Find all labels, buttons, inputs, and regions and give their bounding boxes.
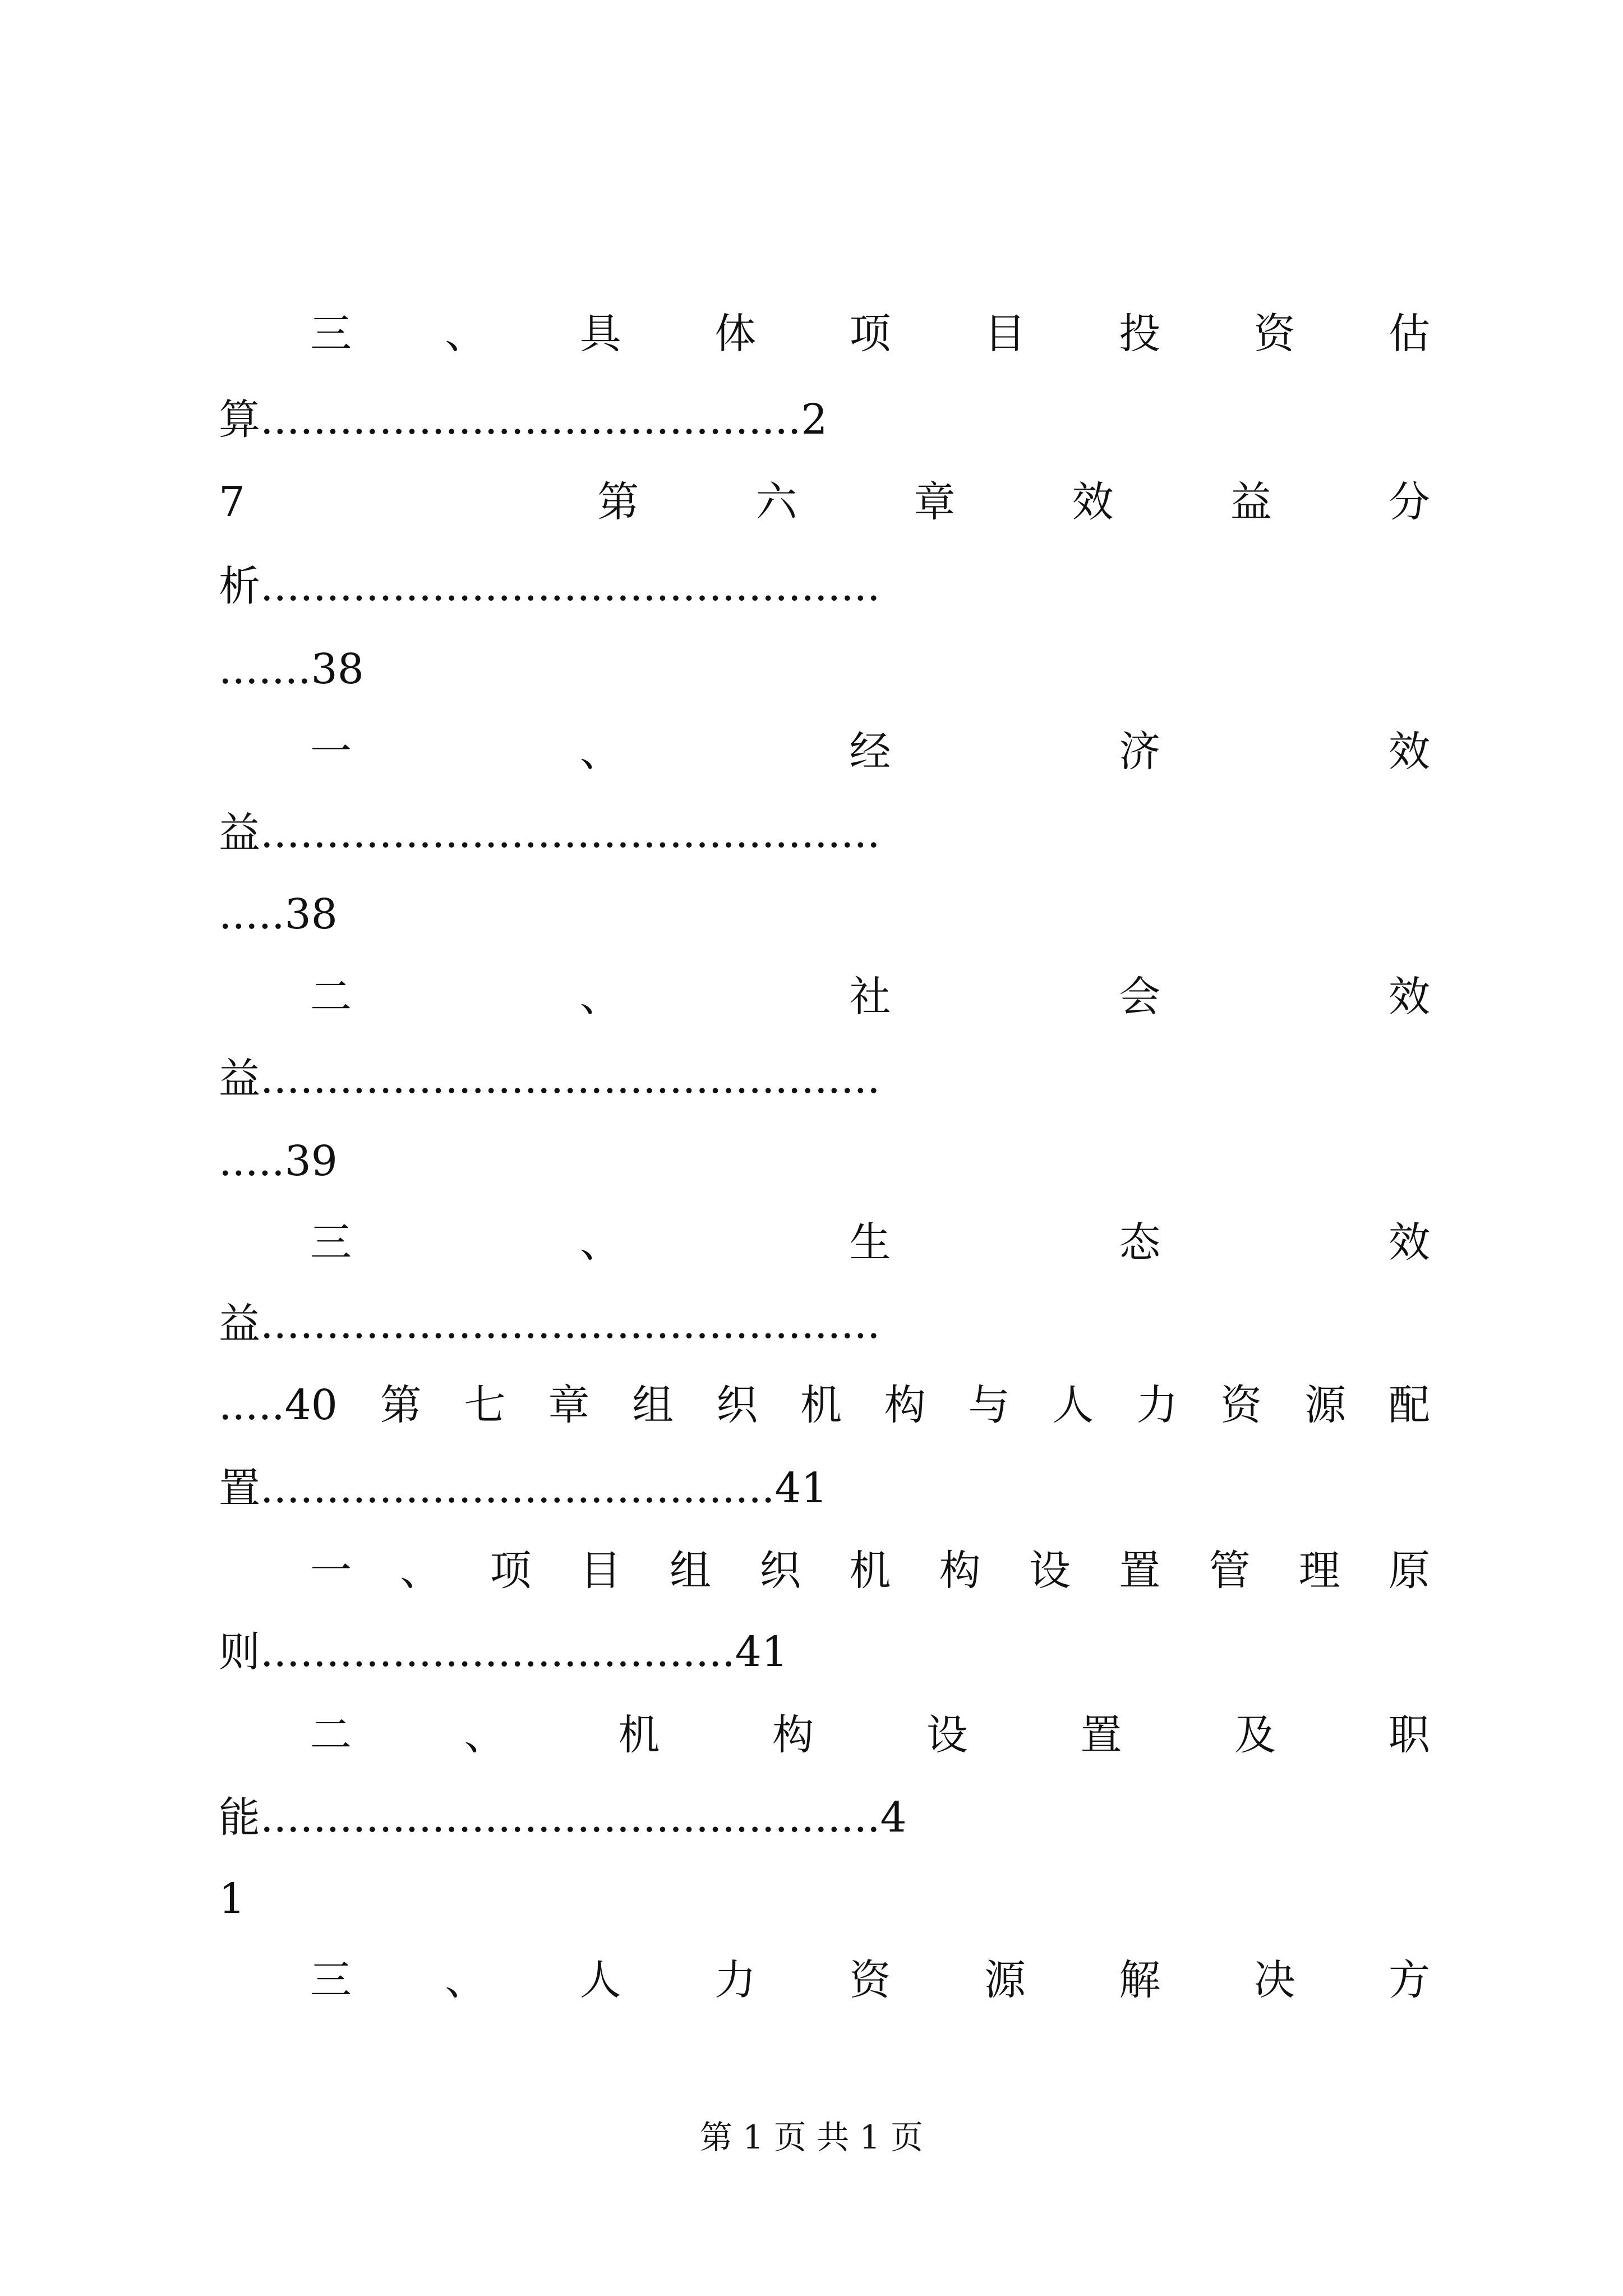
toc-leader-line: 1	[219, 1875, 246, 1923]
toc-heading-line	[310, 966, 1430, 1028]
toc-heading-line	[310, 1212, 1430, 1273]
toc-char: 方	[1389, 1956, 1430, 2004]
toc-char: 力	[1136, 1381, 1178, 1429]
toc-char: 管	[1209, 1547, 1251, 1595]
toc-char: 组	[632, 1381, 674, 1429]
toc-char: 构	[884, 1381, 926, 1429]
toc-heading-line	[310, 1540, 1430, 1602]
toc-char: 置	[1119, 1547, 1161, 1595]
toc-char: 配	[1388, 1381, 1430, 1429]
toc-char: 资	[1220, 1381, 1262, 1429]
toc-char: 会	[1119, 973, 1161, 1021]
toc-char: 分	[1388, 478, 1430, 526]
toc-char: 效	[1072, 478, 1114, 526]
toc-leader-line: .....39	[219, 1137, 338, 1185]
toc-char: 第	[597, 478, 639, 526]
toc-char: 估	[1389, 310, 1430, 358]
toc-heading-line	[310, 303, 1430, 365]
toc-leader-line: .......38	[219, 645, 364, 693]
toc-char: 决	[1253, 1956, 1295, 2004]
toc-char: 织	[759, 1547, 801, 1595]
toc-char: 织	[716, 1381, 758, 1429]
toc-char: 设	[926, 1711, 968, 1759]
page-footer: 第 1 页 共 1 页	[700, 2118, 923, 2156]
toc-char: 章	[548, 1381, 590, 1429]
toc-char: 资	[1253, 310, 1295, 358]
toc-char: 机	[849, 1547, 891, 1595]
toc-char: 项	[490, 1547, 532, 1595]
toc-char: 三	[310, 1218, 352, 1267]
toc-char: 7	[219, 478, 246, 526]
toc-char: 机	[618, 1711, 660, 1759]
toc-char: 原	[1389, 1547, 1430, 1595]
toc-char: 、	[445, 1956, 487, 2004]
toc-char: 益	[1230, 478, 1272, 526]
toc-char: .....40	[219, 1381, 338, 1429]
toc-char: 三	[310, 310, 352, 358]
toc-char: 人	[579, 1956, 621, 2004]
toc-char: 体	[714, 310, 757, 358]
toc-char: 二	[310, 1711, 352, 1759]
toc-char: 力	[714, 1956, 757, 2004]
toc-char: 组	[670, 1547, 711, 1595]
toc-char: 机	[800, 1381, 842, 1429]
toc-heading-line	[310, 1949, 1430, 2011]
toc-heading-line	[310, 721, 1430, 783]
toc-char: 六	[755, 478, 797, 526]
toc-leader-line: 析...............................................	[219, 562, 880, 610]
toc-char: 目	[579, 1547, 621, 1595]
toc-char: 及	[1234, 1711, 1276, 1759]
toc-char: 生	[849, 1218, 891, 1267]
toc-char: 效	[1389, 973, 1430, 1021]
toc-char: 一	[310, 1547, 352, 1595]
toc-char: 理	[1298, 1547, 1340, 1595]
toc-char: 、	[445, 310, 487, 358]
toc-leader-line: 算.........................................2	[219, 395, 828, 444]
toc-leader-line: 则....................................41	[219, 1628, 788, 1676]
toc-char: 目	[984, 310, 1026, 358]
toc-char: 置	[1080, 1711, 1122, 1759]
toc-char: 态	[1119, 1218, 1161, 1267]
toc-char: 与	[968, 1381, 1010, 1429]
toc-leader-line: .....38	[219, 890, 338, 938]
toc-char: 资	[849, 1956, 891, 2004]
toc-leader-line: 益...............................................	[219, 1300, 880, 1348]
toc-char: 、	[400, 1547, 442, 1595]
toc-char: 、	[579, 973, 621, 1021]
toc-char: 构	[939, 1547, 981, 1595]
toc-char: 职	[1388, 1711, 1430, 1759]
toc-char: 投	[1119, 310, 1161, 358]
toc-leader-line: 置.......................................41	[219, 1464, 828, 1512]
toc-heading-line	[219, 471, 1430, 533]
toc-char: 具	[579, 310, 621, 358]
toc-char: 社	[849, 973, 891, 1021]
toc-heading-line	[219, 1374, 1430, 1436]
toc-char: 经	[849, 728, 891, 776]
toc-leader-line: 益...............................................	[219, 1055, 880, 1103]
toc-char: 七	[464, 1381, 506, 1429]
toc-char: 第	[380, 1381, 422, 1429]
toc-char: 源	[1304, 1381, 1347, 1429]
toc-char: 章	[914, 478, 956, 526]
toc-char: 人	[1052, 1381, 1094, 1429]
toc-char: 效	[1389, 1218, 1430, 1267]
toc-char: 设	[1029, 1547, 1071, 1595]
toc-char: 一	[310, 728, 352, 776]
toc-char: 解	[1119, 1956, 1161, 2004]
toc-char: 济	[1119, 728, 1161, 776]
toc-char: 二	[310, 973, 352, 1021]
toc-char: 三	[310, 1956, 352, 2004]
toc-char: 源	[984, 1956, 1026, 2004]
toc-leader-line: 能...............................................4	[219, 1793, 907, 1842]
toc-leader-line: 益...............................................	[219, 809, 880, 857]
toc-char: 、	[464, 1711, 506, 1759]
toc-char: 构	[772, 1711, 814, 1759]
toc-char: 、	[579, 1218, 621, 1267]
toc-char: 项	[849, 310, 891, 358]
toc-heading-line	[310, 1704, 1430, 1766]
toc-char: 效	[1389, 728, 1430, 776]
toc-char: 、	[579, 728, 621, 776]
